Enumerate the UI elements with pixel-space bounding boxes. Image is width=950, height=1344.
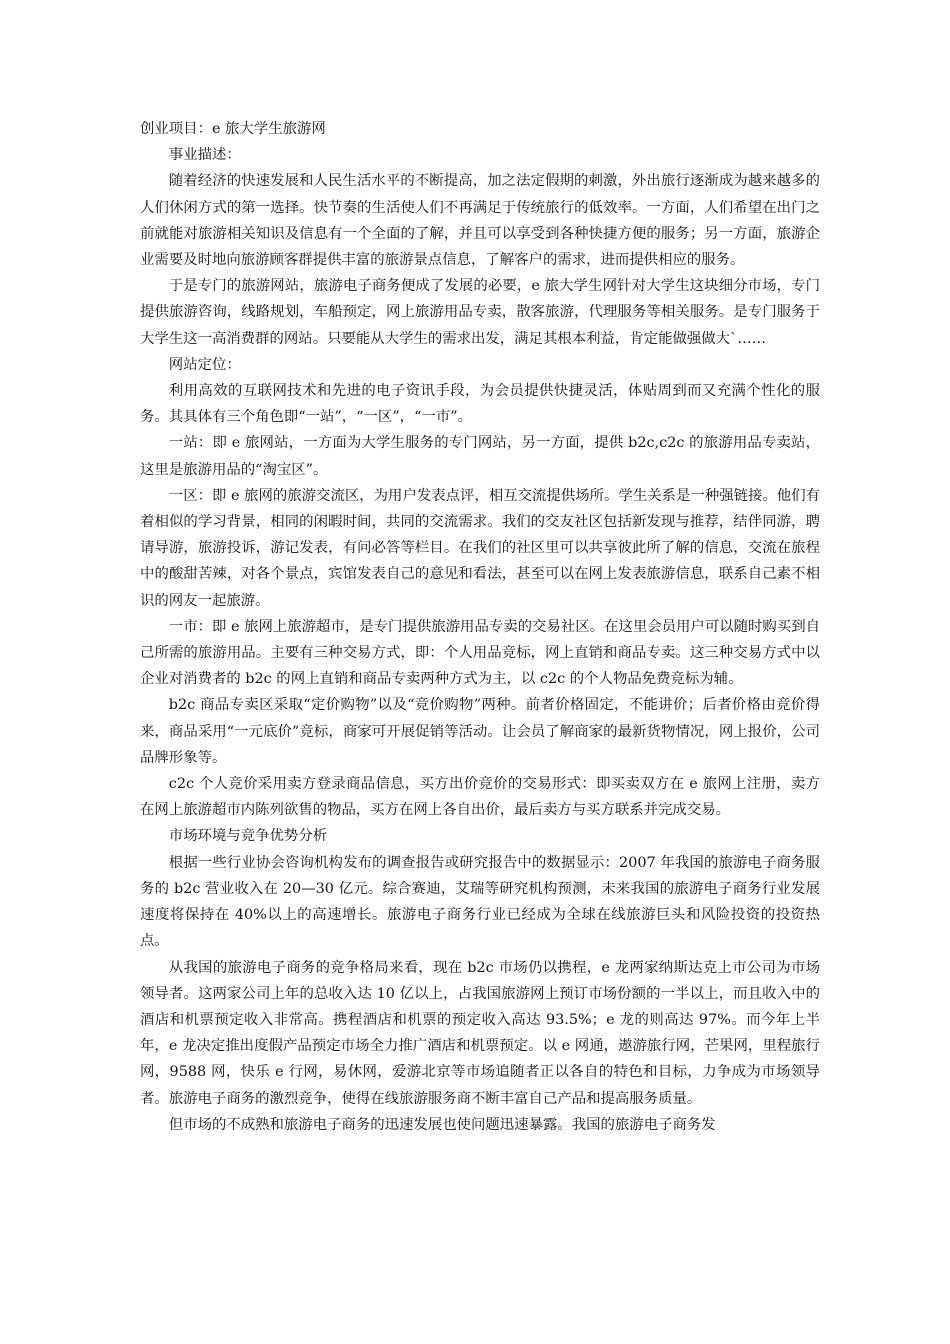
paragraph: b2c 商品专卖区采取“定价购物”以及“竞价购物”两种。前者价格固定，不能讲价；后者价格由竞价得来，商品采用“一元底价”竞标，商家可开展促销等活动。让会员了解商家的最新货物情况，网上报价，公司品牌形象等。	[140, 697, 820, 766]
paragraph: 一站：即 e 旅网站，一方面为大学生服务的专门网站，另一方面，提供 b2c,c2c 的旅游用品专卖站，这里是旅游用品的“淘宝区”。	[140, 435, 820, 478]
paragraph: 于是专门的旅游网站，旅游电子商务便成了发展的必要，e 旅大学生网针对大学生这块细分市场，专门提供旅游咨询，线路规划，车船预定，网上旅游用品专卖，散客旅游，代理服务等相关服务。是专门服务于大学生这一高消费群的网站。只要能从大学生的需求出发，满足其根本利益，肯定能做强做大`……	[140, 278, 820, 347]
paragraph: 但市场的不成熟和旅游电子商务的迅速发展也使问题迅速暴露。我国的旅游电子商务发	[168, 1116, 716, 1133]
paragraph: c2c 个人竞价采用卖方登录商品信息，买方出价竞价的交易形式：即买卖双方在 e 旅网上注册，卖方在网上旅游超市内陈列欲售的物品，买方在网上各自出价，最后卖方与买方联系并完成交易。	[140, 776, 820, 819]
section-heading-business-description: 事业描述：	[168, 147, 241, 164]
paragraph: 根据一些行业协会咨询机构发布的调查报告或研究报告中的数据显示：2007 年我国的旅游电子商务服务的 b2c 营业收入在 20—30 亿元。综合赛迪，艾瑞等研究机构预测，未来我国的旅游电子商务行业发展速度将保持在 40%以上的高速增长。旅游电子商务行业已经成为全球在线旅游巨头和风险投资的投资热点。	[140, 854, 820, 950]
section-heading-site-positioning: 网站定位：	[168, 356, 241, 373]
paragraph: 一市：即 e 旅网上旅游超市，是专门提供旅游用品专卖的交易社区。在这里会员用户可以随时购买到自己所需的旅游用品。主要有三种交易方式，即：个人用品竞标，网上直销和商品专卖。这三种交易方式中以企业对消费者的 b2c 的网上直销和商品专卖两种方式为主，以 c2c 的个人物品免费竞标为辅。	[140, 618, 820, 688]
document-page	[140, 116, 820, 1138]
paragraph: 一区：即 e 旅网的旅游交流区，为用户发表点评，相互交流提供场所。学生关系是一种强链接。他们有着相似的学习背景，相同的闲暇时间，共同的交流需求。我们的交友社区包括新发现与推荐，结伴同游，聘请导游，旅游投诉，游记发表，有问必答等栏目。在我们的社区里可以共享彼此所了解的信息，交流在旅程中的酸甜苦辣，对各个景点，宾馆发表自己的意见和看法，甚至可以在网上发表旅游信息，联系自己素不相识的网友一起旅游。	[140, 487, 820, 609]
document-title: 创业项目：e 旅大学生旅游网	[140, 121, 326, 137]
paragraph: 随着经济的快速发展和人民生活水平的不断提高，加之法定假期的刺激，外出旅行逐渐成为越来越多的人们休闲方式的第一选择。快节奏的生活使人们不再满足于传统旅行的低效率。一方面，人们希望在出门之前就能对旅游相关知识及信息有一个全面的了解，并且可以享受到各种快捷方便的服务；另一方面，旅游企业需要及时地向旅游顾客群提供丰富的旅游景点信息，了解客户的需求，进而提供相应的服务。	[140, 173, 820, 269]
section-heading-market-analysis: 市场环境与竞争优势分析	[168, 828, 328, 845]
paragraph: 利用高效的互联网技术和先进的电子资讯手段，为会员提供快捷灵活，体贴周到而又充满个性化的服务。其具体有三个角色即“一站”，“一区”，“一市”。	[140, 383, 820, 426]
paragraph: 从我国的旅游电子商务的竞争格局来看，现在 b2c 市场仍以携程，e 龙两家纳斯达克上市公司为市场领导者。这两家公司上年的总收入达 10 亿以上，占我国旅游网上预订市场份额的一半以上，而且收入中的酒店和机票预定收入非常高。携程酒店和机票的预定收入高达 93.5%；e 龙的则高达 97%。而今年上半年，e 龙决定推出度假产品预定市场全力推广酒店和机票预定。以 e 网通，遨游旅行网，芒果网，里程旅行网，9588 网，快乐 e 行网，易休网，爱游北京等市场追随者正以各自的特色和目标，力争成为市场领导者。旅游电子商务的激烈竞争，使得在线旅游服务商不断丰富自己产品和提高服务质量。	[140, 959, 820, 1107]
